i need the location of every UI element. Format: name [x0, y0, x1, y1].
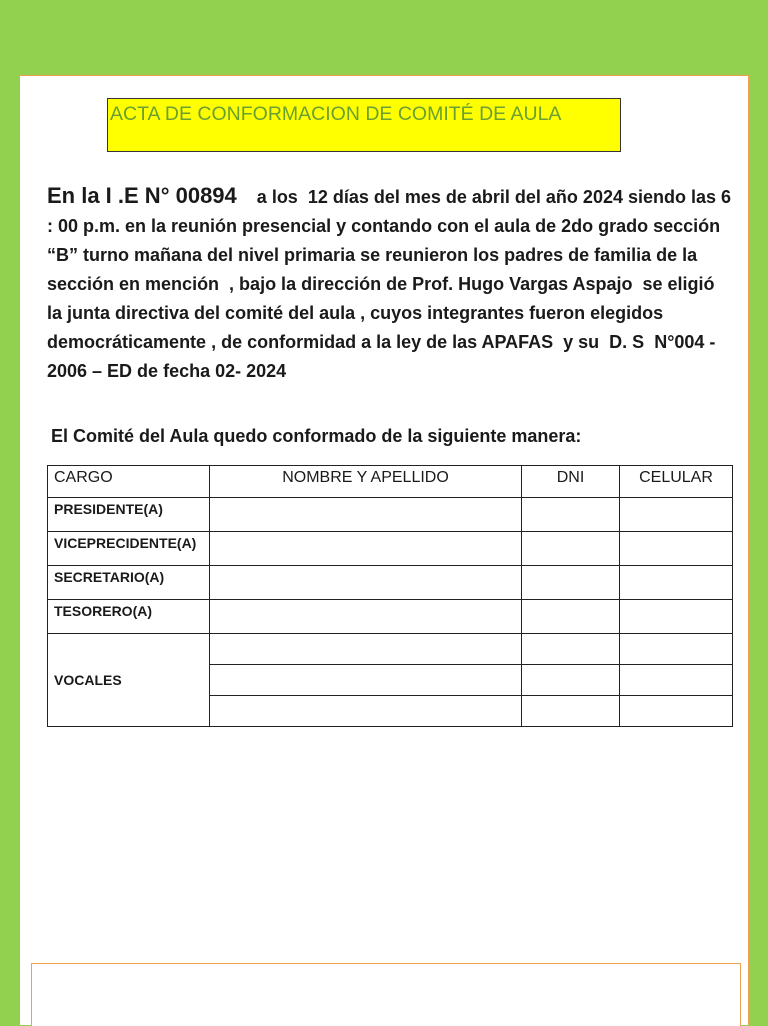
- title-box: [107, 98, 621, 152]
- table-row: [48, 566, 733, 600]
- document-title: ACTA DE CONFORMACION DE COMITÉ DE AULA: [110, 103, 562, 125]
- dni-cell[interactable]: [522, 634, 620, 665]
- committee-intro: El Comité del Aula quedo conformado de la siguiente manera:: [51, 426, 582, 446]
- celular-cell[interactable]: [620, 665, 733, 696]
- dni-cell[interactable]: [522, 600, 620, 634]
- table-row: [48, 498, 733, 532]
- table-row: [48, 634, 733, 665]
- dni-cell[interactable]: [522, 696, 620, 727]
- nombre-cell[interactable]: [210, 498, 522, 532]
- cargo-cell: PRESIDENTE(A): [48, 498, 210, 532]
- celular-cell[interactable]: [620, 498, 733, 532]
- document-page: [19, 75, 749, 1025]
- celular-cell[interactable]: [620, 696, 733, 727]
- header-nombre: NOMBRE Y APELLIDO: [210, 466, 522, 498]
- dni-cell[interactable]: [522, 498, 620, 532]
- table-header-row: [48, 466, 733, 498]
- table-row: [48, 532, 733, 566]
- nombre-cell[interactable]: [210, 634, 522, 665]
- act-text: a los 12 días del mes de abril del año 2024 siendo las 6 : 00 p.m. en la reunión presencial y contando con el aula de 2do grado sección “B” turno mañana del nivel primaria se reunieron los padres de familia de la sección en mención , bajo la dirección de Prof. Hugo Vargas Aspajo se eligió la junta directiva del comité del aula , cuyos integrantes fueron elegidos democráticamente , de conformidad a la ley de las APAFAS y su D. S N°004 - 2006 – ED de fecha 02- 2024: [47, 187, 737, 381]
- vocales-cell: VOCALES: [48, 634, 210, 727]
- celular-cell[interactable]: [620, 600, 733, 634]
- dni-cell[interactable]: [522, 532, 620, 566]
- celular-cell[interactable]: [620, 566, 733, 600]
- dni-cell[interactable]: [522, 566, 620, 600]
- nombre-cell[interactable]: [210, 600, 522, 634]
- table-row: [48, 600, 733, 634]
- header-dni: DNI: [522, 466, 620, 498]
- committee-table: [47, 465, 733, 727]
- nombre-cell[interactable]: [210, 532, 522, 566]
- dni-cell[interactable]: [522, 665, 620, 696]
- institution-lead: En la I .E N° 00894: [47, 183, 237, 208]
- cargo-cell: VICEPRECIDENTE(A): [48, 532, 210, 566]
- footer-box: [31, 963, 741, 1026]
- act-paragraph: [47, 181, 737, 386]
- nombre-cell[interactable]: [210, 566, 522, 600]
- cargo-cell: SECRETARIO(A): [48, 566, 210, 600]
- celular-cell[interactable]: [620, 634, 733, 665]
- nombre-cell[interactable]: [210, 665, 522, 696]
- celular-cell[interactable]: [620, 532, 733, 566]
- nombre-cell[interactable]: [210, 696, 522, 727]
- cargo-cell: TESORERO(A): [48, 600, 210, 634]
- header-cargo: CARGO: [48, 466, 210, 498]
- header-celular: CELULAR: [620, 466, 733, 498]
